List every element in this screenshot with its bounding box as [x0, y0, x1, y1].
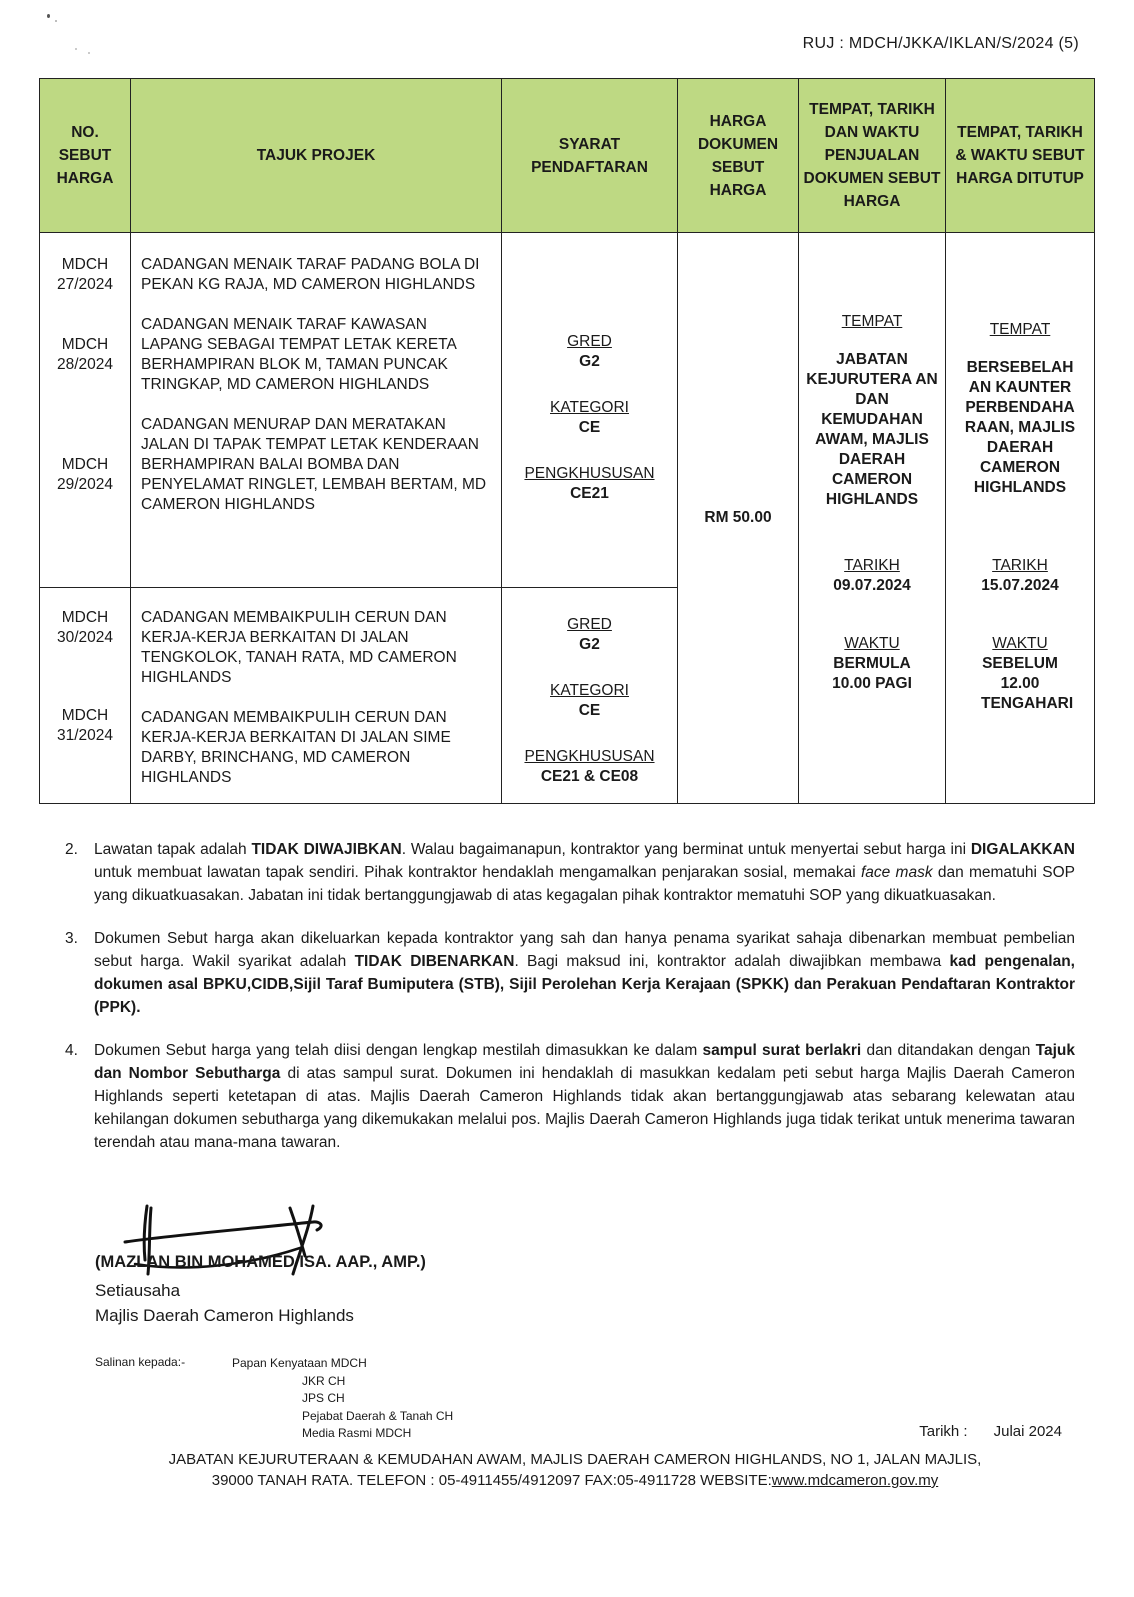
table-row: [40, 233, 1095, 588]
paragraph-text: Dokumen Sebut harga yang telah diisi dengan lengkap mestilah dimasukkan ke dalam: [94, 1042, 703, 1059]
closing-info: [946, 233, 1095, 804]
paragraph-number: 3.: [65, 930, 78, 947]
header-price: HARGA DOKUMEN SEBUT HARGA: [678, 79, 799, 233]
gred-value: G2: [579, 636, 600, 653]
kategori-label: KATEGORI: [550, 682, 629, 699]
project-title: CADANGAN MEMBAIKPULIH CERUN DAN KERJA-KERJA BERKAITAN DI JALAN SIME DARBY, BRINCHANG, MD CAMERON HIGHLANDS: [141, 709, 451, 786]
paragraph-bold: TIDAK DIBENARKAN: [354, 953, 515, 970]
quote-number: MDCH 28/2024: [56, 336, 114, 373]
cc-list: [232, 1355, 453, 1443]
date-value: Julai 2024: [993, 1423, 1062, 1440]
scan-speck: [47, 14, 50, 18]
sale-date: 09.07.2024: [833, 577, 911, 594]
cc-item: JPS CH: [302, 1391, 345, 1405]
project-titles-group2: [131, 588, 502, 804]
cc-item: JKR CH: [302, 1373, 346, 1388]
header-sale: TEMPAT, TARIKH DAN WAKTU PENJUALAN DOKUMEN SEBUT HARGA: [799, 79, 946, 233]
gred-value: G2: [579, 353, 600, 370]
paragraph-text: . Walau bagaimanapun, kontraktor yang berminat untuk menyertai sebut harga ini: [401, 841, 971, 858]
gred-label: GRED: [567, 333, 612, 350]
sale-time: BERMULA 10.00 PAGI: [832, 655, 912, 692]
quotation-table: [39, 78, 1095, 804]
quote-number: MDCH 27/2024: [56, 256, 114, 293]
paragraph-italic: face mask: [860, 864, 933, 881]
quote-numbers-group2: [40, 588, 131, 804]
signature-block: [95, 1200, 515, 1340]
quote-number: MDCH 29/2024: [56, 456, 114, 493]
paragraph-text: Lawatan tapak adalah: [94, 841, 252, 858]
scan-speck: [88, 52, 90, 54]
closing-time: SEBELUM 12.00 TENGAHARI: [981, 655, 1074, 712]
paragraph-number: 2.: [65, 841, 78, 858]
header-title: TAJUK PROJEK: [131, 79, 502, 233]
header-no: NO. SEBUT HARGA: [40, 79, 131, 233]
header-closing: TEMPAT, TARIKH & WAKTU SEBUT HARGA DITUTUP: [946, 79, 1095, 233]
document-price: RM 50.00: [678, 233, 799, 804]
sale-info: [799, 233, 946, 804]
pengkhususan-label: PENGKHUSUSAN: [524, 465, 655, 482]
closing-date-label: TARIKH: [992, 557, 1048, 574]
footer-contact: 39000 TANAH RATA. TELEFON : 05-4911455/4912097 FAX:05-4911728 WEBSITE:: [211, 1472, 772, 1489]
paragraph-2: [65, 838, 1075, 907]
table-header-row: [40, 79, 1095, 233]
cc-item: Pejabat Daerah & Tanah CH: [302, 1408, 454, 1423]
paragraph-3: [65, 927, 1075, 1019]
requirements-group1: [502, 233, 678, 588]
paragraph-bold: TIDAK DIWAJIBKAN: [251, 841, 402, 858]
requirements-group2: [502, 588, 678, 804]
scan-speck: [55, 20, 57, 22]
footer-line-1: JABATAN KEJURUTERAAN & KEMUDAHAN AWAM, MAJLIS DAERAH CAMERON HIGHLANDS, NO 1, JALAN MAJLIS,: [168, 1451, 982, 1468]
pengkhususan-label: PENGKHUSUSAN: [524, 748, 655, 765]
kategori-value: CE: [578, 419, 601, 436]
sale-place-label: TEMPAT: [841, 313, 903, 330]
closing-date: 15.07.2024: [981, 577, 1059, 594]
kategori-value: CE: [578, 702, 601, 719]
pengkhususan-value: CE21: [570, 485, 609, 502]
paragraph-text: di atas sampul surat. Dokumen ini hendaklah di masukkan kedalam peti sebut harga Majlis Daerah Cameron Highlands seperti ketetapan di atas. Majlis Daerah Cameron Highlands tidak akan bertanggungjawab atas sebarang kelewatan atau kehilangan dokumen sebutharga yang dikemukakan melalui pos. Majlis Daerah Cameron Highlands juga tidak terikat untuk menerima tawaran terendah atau mana-mana tawaran.: [94, 1065, 1075, 1151]
paragraph-bold: kad pengenalan, dokumen asal BPKU,CIDB,Sijil Taraf Bumiputera (STB), Sijil Perolehan Kerja Kerajaan (SPKK) dan Perakuan Pendaftaran Kontraktor (PPK).: [94, 953, 1075, 1016]
footer-address: [60, 1449, 1090, 1491]
project-title: CADANGAN MENAIK TARAF KAWASAN LAPANG SEBAGAI TEMPAT LETAK KERETA BERHAMPIRAN BLOK M, TAMAN PUNCAK TRINGKAP, MD CAMERON HIGHLANDS: [141, 316, 456, 393]
scan-speck: [75, 48, 77, 50]
document-date: [919, 1423, 1062, 1440]
header-requirements: SYARAT PENDAFTARAN: [502, 79, 678, 233]
paragraph-text: . Bagi maksud ini, kontraktor adalah diwajibkan membawa: [514, 953, 950, 970]
sale-time-label: WAKTU: [844, 635, 900, 652]
cc-item: Media Rasmi MDCH: [302, 1426, 412, 1440]
closing-time-label: WAKTU: [992, 635, 1048, 652]
pengkhususan-value: CE21 & CE08: [540, 768, 639, 785]
project-title: CADANGAN MENAIK TARAF PADANG BOLA DI PEKAN KG RAJA, MD CAMERON HIGHLANDS: [141, 256, 480, 293]
project-title: CADANGAN MENURAP DAN MERATAKAN JALAN DI TAPAK TEMPAT LETAK KENDERAAN BERHAMPIRAN BALAI BOMBA DAN PENYELAMAT RINGLET, LEMBAH BERTAM, MD CAMERON HIGHLANDS: [141, 416, 487, 513]
signatory-name: (MAZLAN BIN MOHAMED ISA. AAP., AMP.): [95, 1253, 426, 1271]
quote-number: MDCH 31/2024: [56, 707, 114, 744]
cc-item: Papan Kenyataan MDCH: [232, 1356, 367, 1370]
date-label: Tarikh :: [919, 1423, 968, 1440]
kategori-label: KATEGORI: [550, 399, 629, 416]
project-titles-group1: [131, 233, 502, 588]
sale-place: JABATAN KEJURUTERA AN DAN KEMUDAHAN AWAM, MAJLIS DAERAH CAMERON HIGHLANDS: [806, 351, 938, 508]
gred-label: GRED: [567, 616, 612, 633]
quote-number: MDCH 30/2024: [56, 609, 114, 646]
cc-label: Salinan kepada:-: [95, 1355, 186, 1369]
paragraph-bold: sampul surat berlakri: [702, 1042, 862, 1059]
footer-line-2: [60, 1470, 1090, 1491]
paragraph-text: Dokumen Sebut harga akan dikeluarkan kepada kontraktor yang sah dan hanya penama syarikat sahaja dibenarkan membuat pembelian sebut harga. Wakil syarikat adalah: [94, 930, 1075, 970]
sale-date-label: TARIKH: [844, 557, 900, 574]
notice-paragraphs: [65, 838, 1075, 1174]
paragraph-number: 4.: [65, 1042, 78, 1059]
paragraph-bold: DIGALAKKAN: [970, 841, 1075, 858]
paragraph-text: dan ditandakan dengan: [861, 1042, 1036, 1059]
paragraph-text: untuk membuat lawatan tapak sendiri. Pihak kontraktor hendaklah mengamalkan penjarakan sosial, memakai: [94, 864, 861, 881]
project-title: CADANGAN MEMBAIKPULIH CERUN DAN KERJA-KERJA BERKAITAN DI JALAN TENGKOLOK, TANAH RATA, MD CAMERON HIGHLANDS: [141, 609, 457, 686]
signatory-role: Setiausaha: [95, 1281, 181, 1300]
website-link[interactable]: www.mdcameron.gov.my: [771, 1472, 939, 1489]
signatory-organization: Majlis Daerah Cameron Highlands: [95, 1306, 354, 1325]
closing-place: BERSEBELAH AN KAUNTER PERBENDAHA RAAN, MAJLIS DAERAH CAMERON HIGHLANDS: [964, 359, 1076, 496]
quote-numbers-group1: [40, 233, 131, 588]
paragraph-4: [65, 1039, 1075, 1154]
reference-number: RUJ : MDCH/JKKA/IKLAN/S/2024 (5): [802, 35, 1079, 52]
closing-place-label: TEMPAT: [989, 321, 1051, 338]
paragraph-bold: Tajuk dan Nombor Sebutharga: [94, 1042, 1075, 1082]
paragraph-text: dan mematuhi SOP yang dikuatkuasakan. Jabatan ini tidak bertanggungjawab di atas kegagalan pihak kontraktor mematuhi SOP yang dikuatkuasakan.: [94, 864, 1075, 904]
